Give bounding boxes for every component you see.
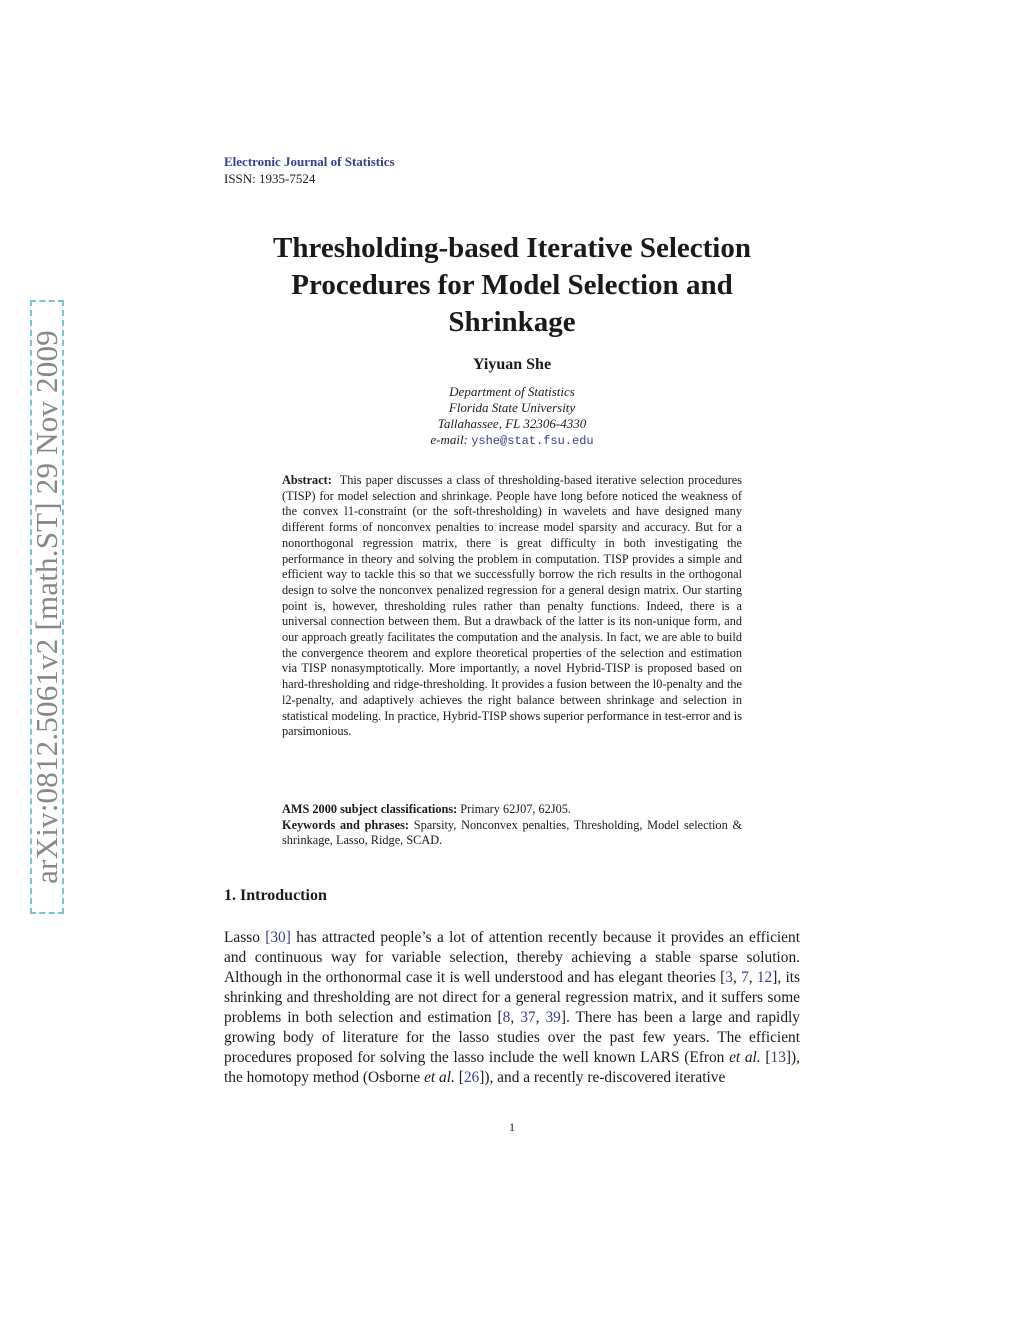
keywords-label: Keywords and phrases:: [282, 817, 409, 832]
classifications: [282, 802, 742, 849]
arxiv-identifier[interactable]: arXiv:0812.5061v2 [math.ST] 29 Nov 2009: [29, 330, 64, 884]
citation-link[interactable]: 13: [770, 1049, 786, 1066]
intro-text: ]. There has been a large and rapidly growing body of literature for the lasso studies over the past few years. The efficient procedures proposed for solving the lasso include the well known LARS (Efron: [224, 1009, 800, 1066]
citation-link[interactable]: 26: [463, 1069, 480, 1086]
intro-text: ]), and a recently re-discovered iterative: [479, 1069, 726, 1086]
et-al: et al.: [729, 1049, 761, 1066]
intro-text: ,: [748, 969, 757, 986]
intro-text: [: [454, 1069, 464, 1086]
paper-title: [224, 230, 800, 341]
citation-link[interactable]: 12: [756, 969, 773, 986]
department: Department of Statistics: [449, 384, 575, 399]
keywords: [282, 818, 742, 849]
issn: ISSN: 1935-7524: [224, 171, 316, 186]
intro-text: has attracted people’s a lot of attention recently because it provides an efficient and continuous way for variable selection, thereby achieving a stable sparse solution. Although in the orthonormal case it is well understood and has elegant theories [: [224, 929, 800, 986]
section-heading-introduction: 1. Introduction: [224, 887, 327, 904]
intro-text: ]), the homotopy method (Osborne: [224, 1049, 801, 1086]
ams-value: Primary 62J07, 62J05.: [460, 802, 571, 816]
abstract-label: Abstract:: [282, 473, 332, 487]
citation-link[interactable]: 39: [545, 1009, 561, 1026]
title-line-1: Thresholding-based Iterative Selection: [273, 232, 751, 264]
et-al: et al.: [424, 1069, 455, 1086]
ams-classification: [282, 802, 742, 818]
intro-text: Lasso: [224, 929, 266, 946]
intro-text: ], its shrinking and thresholding are not direct for a general regression matrix, and it suffers some problems in both selection and estimation [: [224, 969, 800, 1026]
ams-label: AMS 2000 subject classifications:: [282, 802, 458, 816]
citation-link[interactable]: 7: [741, 969, 749, 986]
keywords-value: Sparsity, Nonconvex penalties, Thresholding, Model selection & shrinkage, Lasso, Ridge, SCAD.: [282, 817, 743, 848]
intro-text: ,: [732, 969, 742, 986]
abstract: [282, 473, 742, 740]
email-line: [224, 432, 800, 449]
author-affiliation: [224, 384, 800, 449]
university: Florida State University: [448, 400, 576, 415]
title-line-3: Shrinkage: [448, 306, 576, 338]
address: Tallahassee, FL 32306-4330: [437, 416, 587, 431]
title-line-2: Procedures for Model Selection and: [291, 269, 733, 301]
intro-text: ,: [510, 1009, 521, 1026]
author-name: Yiyuan She: [472, 356, 552, 373]
email-label: e-mail:: [430, 432, 468, 447]
intro-text: ,: [535, 1009, 546, 1026]
introduction-paragraph: [224, 928, 800, 1088]
citation-link[interactable]: [30]: [265, 929, 291, 946]
email-link[interactable]: yshe@stat.fsu.edu: [471, 434, 594, 448]
citation-link[interactable]: 37: [520, 1009, 536, 1026]
abstract-text: This paper discusses a class of thresholding-based iterative selection procedures (TISP) for model selection and shrinkage. People have long before noticed the weakness of the convex l1-constraint (or the soft-thresholding) in wavelets and have designed many different forms of nonconvex penalties to increase model sparsity and accuracy. But for a nonorthogonal regression matrix, there is great difficulty in both investigating the performance in theory and solving the problem in computation. TISP provides a simple and efficient way to tackle this so that we successfully borrow the rich results in the orthogonal design to solve the nonconvex penalized regression for a general design matrix. Our starting point is, however, thresholding rules rather than penalty functions. Indeed, there is a universal connection between them. But a drawback of the latter is its non-unique form, and our approach greatly facilitates the computation and the analysis. In fact, we are able to build the convergence theorem and explore theoretical properties of the selection and estimation via TISP nonasymptotically. More importantly, a novel Hybrid-TISP is proposed based on hard-thresholding and ridge-thresholding. It provides a fusion between the l0-penalty and the l2-penalty, and adaptively achieves the right balance between shrinkage and selection in statistical modeling. In practice, Hybrid-TISP shows superior performance in test-error and is parsimonious.: [282, 473, 742, 739]
intro-text: [: [760, 1049, 771, 1066]
citation-link[interactable]: 8: [502, 1009, 511, 1026]
citation-link[interactable]: 3: [725, 969, 733, 986]
page-number: 1: [509, 1120, 515, 1134]
journal-name[interactable]: Electronic Journal of Statistics: [224, 154, 395, 169]
